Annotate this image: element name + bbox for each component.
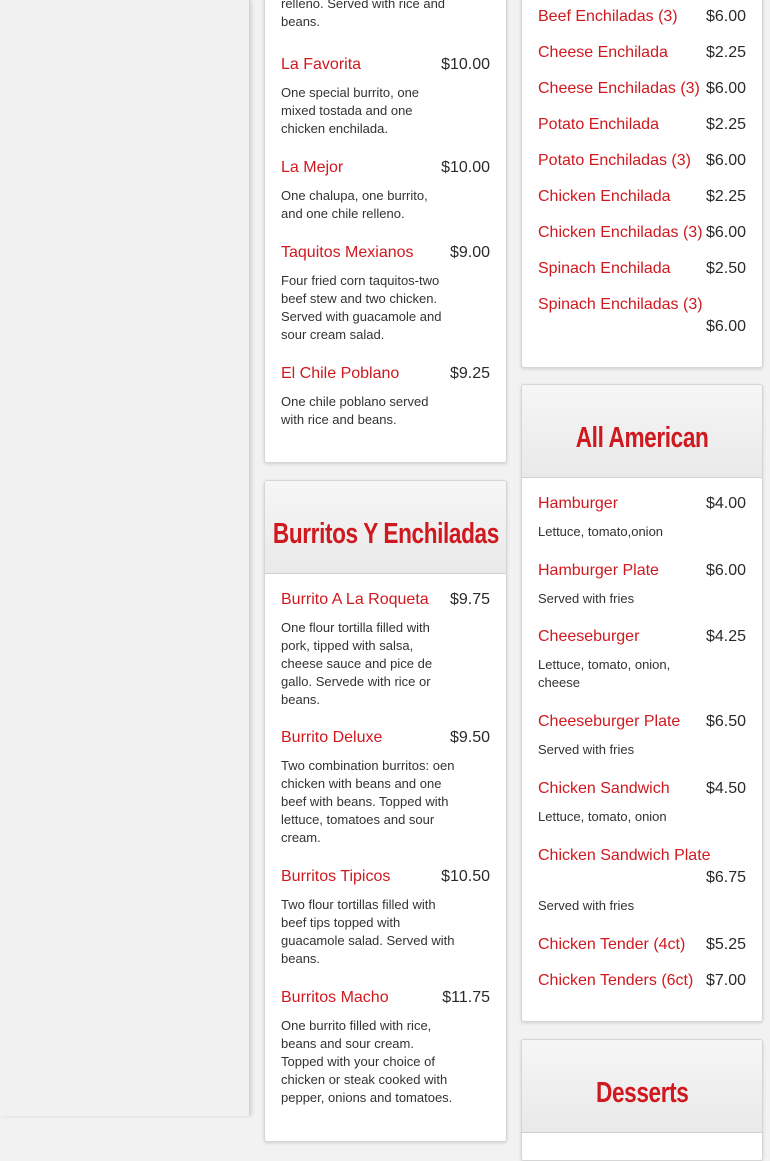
item-price: $6.50 [705, 713, 746, 730]
section-header [522, 1040, 762, 1133]
item-price: $9.75 [449, 591, 490, 608]
item-name: Chicken Enchilada [538, 188, 671, 205]
item-price: $2.25 [705, 44, 746, 61]
item-name: Burritos Tipicos [281, 868, 391, 885]
item-name: El Chile Poblano [281, 365, 400, 382]
menu-item-cheeseburger-plate[interactable] [538, 711, 746, 759]
item-name: La Favorita [281, 56, 362, 73]
menu-item-cheeseburger[interactable] [538, 626, 746, 692]
menu-item-chicken-enchiladas-3[interactable] [538, 222, 746, 244]
desserts-card [521, 1039, 763, 1161]
item-price: $10.00 [441, 56, 490, 73]
item-name: Chicken Tenders (6ct) [538, 972, 694, 989]
item-name: Taquitos Mexianos [281, 244, 414, 261]
item-price: $6.00 [705, 152, 746, 169]
item-price: $6.00 [705, 562, 746, 579]
item-price: $2.50 [705, 260, 746, 277]
item-price: $9.50 [449, 729, 490, 746]
section-title: Burritos Y Enchiladas [272, 517, 499, 550]
item-price: $4.50 [705, 780, 746, 797]
item-description: One chile poblano served with rice and beans. [281, 394, 429, 427]
section-title: Desserts [595, 1076, 689, 1109]
item-description: relleno. Served with rice and beans. [281, 0, 446, 29]
item-price: $2.25 [705, 116, 746, 133]
item-price: $6.00 [705, 8, 746, 25]
section-header [265, 481, 506, 574]
item-name: La Mejor [281, 159, 344, 176]
menu-item-hamburger[interactable] [538, 493, 746, 541]
item-price: $10.00 [441, 159, 490, 176]
menu-item-burrito-deluxe[interactable] [281, 727, 490, 847]
item-name: Chicken Sandwich Plate [538, 847, 711, 864]
item-description: Two combination burritos: oen chicken with beans and one beef with beans. Topped with lettuce, tomatoes and sour cream. [281, 758, 455, 845]
item-price: $6.00 [705, 224, 746, 241]
item-name: Potato Enchilada [538, 116, 659, 133]
menu-item-la-favorita[interactable] [281, 54, 490, 138]
menu-item-potato-enchiladas-3[interactable] [538, 150, 746, 172]
item-price: $2.25 [705, 188, 746, 205]
item-description: One chalupa, one burrito, and one chile relleno. [281, 188, 428, 221]
item-description: One special burrito, one mixed tostada and one chicken enchilada. [281, 85, 420, 136]
item-name: Chicken Sandwich [538, 780, 670, 797]
menu-item-cheese-enchiladas-3[interactable] [538, 78, 746, 100]
item-name: Beef Enchiladas (3) [538, 8, 678, 25]
item-price: $7.00 [705, 972, 746, 989]
sidebar [0, 0, 250, 1116]
item-price: $10.50 [441, 868, 490, 885]
item-name: Burrito Deluxe [281, 729, 383, 746]
item-price: $6.00 [705, 80, 746, 97]
item-description: Served with fries [538, 898, 635, 913]
menu-item-spinach-enchilada[interactable] [538, 258, 746, 280]
item-price: $11.75 [442, 989, 490, 1006]
item-name: Hamburger [538, 495, 619, 512]
enchiladas-card [521, 0, 763, 368]
burritos-card [264, 480, 507, 1142]
menu-item-chicken-sandwich-plate[interactable] [538, 845, 746, 915]
menu-item-potato-enchilada[interactable] [538, 114, 746, 136]
item-description: One burrito filled with rice, beans and sour cream. Topped with your choice of chicken or steak cooked with pepper, onions and tomatoes. [281, 1018, 453, 1105]
menu-item-burrito-a-la-roqueta[interactable] [281, 589, 490, 709]
menu-item-burritos-macho[interactable] [281, 987, 490, 1107]
menu-item-chicken-tender-4ct[interactable] [538, 934, 746, 956]
item-name: Cheeseburger Plate [538, 713, 681, 730]
menu-item-cheese-enchilada[interactable] [538, 42, 746, 64]
menu-item-chicken-tenders-6ct[interactable] [538, 970, 746, 992]
item-name: Hamburger Plate [538, 562, 659, 579]
item-price: $6.75 [705, 869, 746, 886]
item-description: Two flour tortillas filled with beef tips topped with guacamole salad. Served with beans. [281, 897, 455, 966]
item-description: One flour tortilla filled with pork, tipped with salsa, cheese sauce and pice de gallo. Servede with rice or beans. [281, 620, 433, 707]
item-name: Spinach Enchilada [538, 260, 671, 277]
section-title: All American [575, 421, 709, 454]
item-name: Chicken Enchiladas (3) [538, 224, 703, 241]
item-description: Four fried corn taquitos-two beef stew and two chicken. Served with guacamole and sour cream salad. [281, 273, 442, 342]
list-item [281, 1, 490, 31]
menu-item-chicken-enchilada[interactable] [538, 186, 746, 208]
item-price: $5.25 [705, 936, 746, 953]
item-description: Served with fries [538, 591, 635, 606]
all-american-card [521, 384, 763, 1022]
item-name: Burrito A La Roqueta [281, 591, 429, 608]
menu-item-burritos-tipicos[interactable] [281, 866, 490, 968]
item-description: Served with fries [538, 742, 635, 757]
item-description: Lettuce, tomato,onion [538, 524, 664, 539]
specials-card [264, 0, 507, 463]
menu-item-el-chile-poblano[interactable] [281, 363, 490, 429]
item-description: Lettuce, tomato, onion [538, 809, 667, 824]
item-name: Potato Enchiladas (3) [538, 152, 691, 169]
item-name: Chicken Tender (4ct) [538, 936, 686, 953]
section-header [522, 385, 762, 478]
item-price: $6.00 [705, 318, 746, 335]
item-name: Burritos Macho [281, 989, 389, 1006]
menu-item-la-mejor[interactable] [281, 157, 490, 223]
item-name: Spinach Enchiladas (3) [538, 296, 703, 313]
item-name: Cheese Enchiladas (3) [538, 80, 700, 97]
item-price: $4.00 [705, 495, 746, 512]
menu-item-spinach-enchiladas-3[interactable] [538, 294, 746, 335]
item-description: Lettuce, tomato, onion, cheese [538, 657, 671, 690]
menu-item-hamburger-plate[interactable] [538, 560, 746, 608]
menu-item-taquitos-mexianos[interactable] [281, 242, 490, 344]
item-price: $9.25 [449, 365, 490, 382]
item-price: $9.00 [449, 244, 490, 261]
menu-item-chicken-sandwich[interactable] [538, 778, 746, 826]
item-name: Cheese Enchilada [538, 44, 668, 61]
menu-item-beef-enchiladas-3[interactable] [538, 6, 746, 28]
item-price: $4.25 [705, 628, 746, 645]
item-name: Cheeseburger [538, 628, 640, 645]
